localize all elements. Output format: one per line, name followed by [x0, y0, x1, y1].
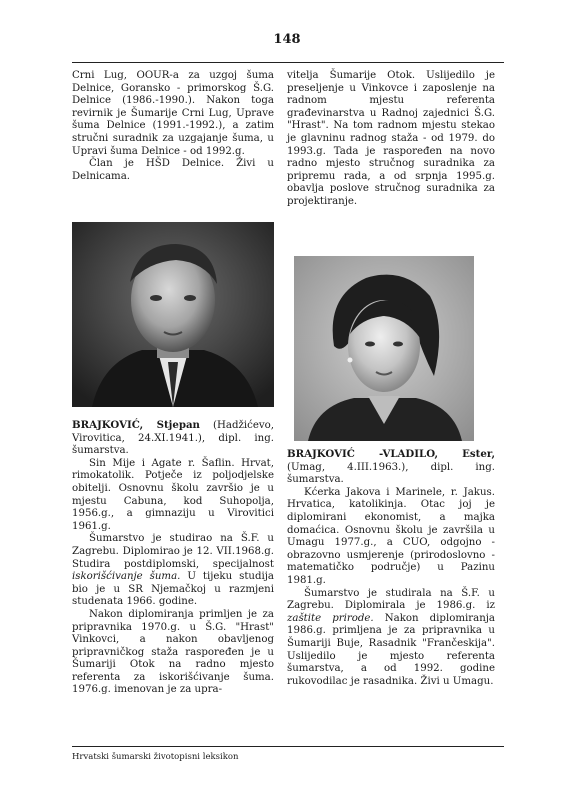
footer-rule — [72, 746, 504, 747]
paragraph: Crni Lug, OOUR-a za uzgoj šuma Delnice, Goransko - primorskog Š.G. Delnice (1986.-1990.). Nakon toga revirnik je Šumarije Crni Lug, Uprave šuma Delnice (1991.-1992.), a zatim stručni suradnik za uzgajanje šuma, u Upravi šuma Delnice - od 1992.g. — [72, 70, 274, 157]
paragraph: Sin Mije i Agate r. Šaflin. Hrvat, rimokatolik. Potječe iz poljodjelske obitelji. Osnovnu školu završio je u mjestu Cabuna, kod Suhopolja, 1956.g., a gimnaziju u Virovitici 1961.g. — [72, 457, 274, 532]
text-run: Nakon diplomiranja 1986.g. primljena je za pripravnika u Šumariji Buje, Rasadnik "Frančeskija". Uslijedilo je mjesto referenta šumarstva, a od 1992. godine rukovodilac je rasadnika. Živi u Umagu. — [287, 612, 495, 687]
text-run: Šumarstvo je studirala na Š.F. u Zagrebu. Diplomirala je 1986.g. iz — [287, 587, 495, 612]
left-column-continuation — [72, 70, 274, 183]
page-number: 148 — [273, 32, 301, 47]
right-column-continuation — [287, 70, 495, 209]
text-run: U tijeku studija bio je u SR Njemačkoj u razmjeni studenata 1966. godine. — [72, 571, 274, 608]
header-rule — [72, 62, 504, 63]
text-run: Šumarstvo je studirao na Š.F. u Zagrebu. Diplomirao je 12. VII.1968.g. Studira postdiplomski, specijalnost — [72, 533, 274, 570]
entry-name: BRAJKOVIĆ -VLADILO, Ester, — [287, 448, 495, 460]
paragraph: vitelja Šumarije Otok. Uslijedilo je preseljenje u Vinkovce i zaposlenje na radnom mjestu referenta građevinarstva u Radnoj zajednici Š.G. "Hrast". Na tom radnom mjestu stekao je glavninu radnog staža - od 1979. do 1993.g. Tada je raspoređen na novo radno mjesto stručnog suradnika za pripremu rada, a od srpnja 1995.g. obavlja poslove stručnog suradnika za projektiranje. — [287, 70, 495, 207]
paragraph: Nakon diplomiranja primljen je za pripravnika 1970.g. u Š.G. "Hrast" Vinkovci, a nakon obavljenog pripravničkog staža raspoređen je u Šumariji Otok na radno mjesto referenta za iskorišćivanje šuma. 1976.g. imenovan je za upra- — [72, 608, 274, 696]
paragraph: Član je HŠD Delnice. Živi u Delnicama. — [72, 158, 274, 182]
entry-brajkovic-stjepan — [72, 419, 274, 697]
entry-details: (Umag, 4.III.1963.), dipl. ing. šumarstva. — [287, 461, 495, 486]
paragraph — [72, 533, 274, 609]
entry-details: (Hadžićevo, Virovitica, 24.XI.1941.), dipl. ing. šumarstva. — [72, 420, 274, 457]
entry-name: BRAJKOVIĆ, Stjepan — [72, 419, 200, 431]
paragraph: Kćerka Jakova i Marinele, r. Jakus. Hrvatica, katolikinja. Otac joj je diplomirani ekonomist, a majka domaćica. Osnovnu školu je završila u Umagu 1977.g., a CUO, odgojno - obrazovno usmjerenje (prirodoslovno - matematičko područje) u Pazinu 1981.g. — [287, 486, 495, 586]
italic-term: iskorišćivanje šuma. — [72, 571, 181, 583]
portrait-photo-stjepan — [72, 222, 274, 407]
entry-brajkovic-vladilo-ester — [287, 448, 495, 688]
italic-term: zaštite prirode. — [287, 612, 374, 624]
footer-title: Hrvatski šumarski životopisni leksikon — [72, 752, 239, 762]
paragraph — [287, 588, 495, 689]
portrait-photo-ester — [294, 256, 474, 441]
